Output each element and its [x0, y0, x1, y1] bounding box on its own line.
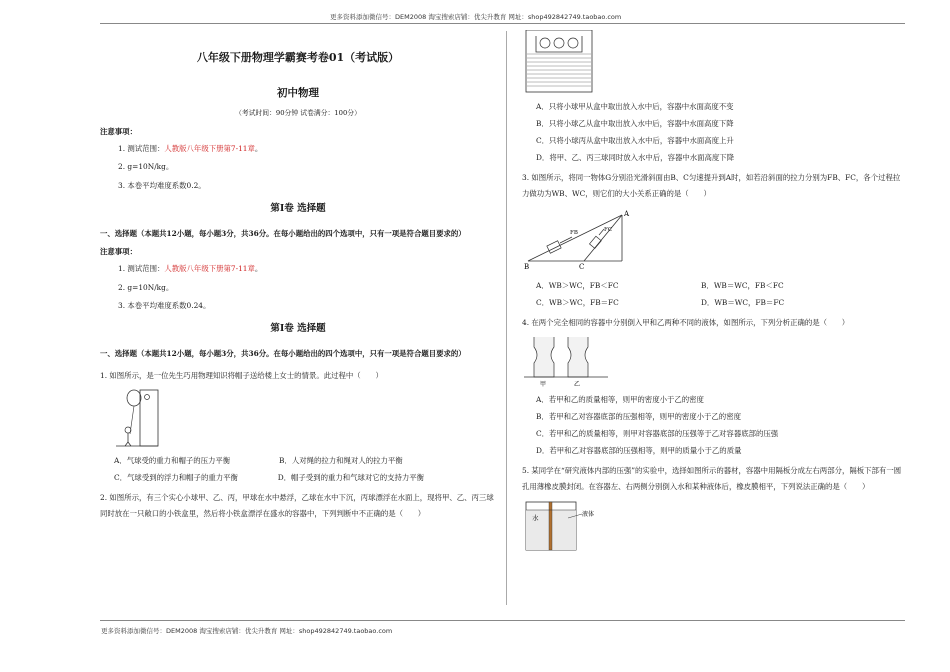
notice-item-prefix: 1. 测试范围： [118, 143, 165, 153]
part-description: 一、选择题（本题共12小题，每小题3分，共36分。在每小题给出的四个选项中，只有一项是符合题目要求的） [100, 228, 466, 238]
right-column [522, 40, 905, 552]
question-4: 4. 在两个完全相同的容器中分别倒入甲和乙两种不同的液体，如图所示，下列分析正确的是（ ） [522, 317, 850, 327]
left-column [100, 40, 496, 526]
notice-item-suffix: 。 [254, 143, 263, 153]
q4-option-b[interactable]: B．若甲和乙对容器底部的压强相等，则甲的密度小于乙的密度 [536, 412, 741, 422]
q5-figure [522, 500, 602, 552]
q1-option-d[interactable]: D．帽子受到的重力和气球对它的支持力平衡 [277, 472, 425, 482]
notice-item [118, 264, 496, 275]
q3-figure [522, 207, 632, 271]
q3-option-b[interactable]: B．WB＝WC，FB＜FC [701, 280, 784, 290]
notice-range: 人教版八年级下册第7-11章 [164, 143, 255, 153]
q2-option-d[interactable]: D．将甲、乙、丙三球同时放入水中后，容器中水面高度下降 [536, 153, 735, 163]
q5-label-water: 水 [532, 513, 539, 522]
header-ad: 更多资料添加微信号：DEM2008 淘宝搜索店铺：优尖升教育 网址：shop492842749.taobao.com [330, 13, 622, 21]
q3-label-a: A [624, 209, 630, 218]
notice-item-suffix: 。 [254, 263, 263, 273]
q1-option-a[interactable]: A．气球受的重力和帽子的压力平衡 [114, 455, 231, 465]
notice-range: 人教版八年级下册第7-11章 [164, 263, 255, 273]
q3-options-row [536, 277, 905, 294]
q2-figure [524, 30, 596, 94]
exam-subtitle: 初中物理 [277, 86, 319, 99]
header-rule [100, 23, 905, 24]
notice-item-prefix: 1. 测试范围： [118, 263, 165, 273]
q3-label-fc: FC [604, 226, 613, 233]
question-5: 5. 某同学在“研究液体内部的压强”的实验中，选择如图所示的器材，容器中用隔板分成左右两部分，隔板下部有一圆孔用薄橡皮膜封闭。在容器左、右两侧分别倒入水和某种液体后，橡皮膜相平，下列说法正确的是（ ） [522, 466, 902, 492]
footer-rule [100, 620, 905, 621]
q3-option-c[interactable]: C．WB＞WC，FB＝FC [536, 297, 619, 307]
q3-options-row [536, 294, 905, 311]
exam-title: 八年级下册物理学霸赛考卷01（考试版） [196, 51, 400, 64]
q4-option-a[interactable]: A．若甲和乙的质量相等，则甲的密度小于乙的密度 [536, 395, 704, 405]
q4-label-yi: 乙 [574, 381, 581, 388]
exam-meta: （考试时间：90分钟 试卷满分：100分） [235, 109, 361, 118]
q5-label-liquid: 液体 [582, 510, 595, 518]
part-description: 一、选择题（本题共12小题，每小题3分，共36分。在每小题给出的四个选项中，只有一项是符合题目要求的） [100, 348, 466, 358]
q3-option-a[interactable]: A．WB＞WC，FB＜FC [536, 280, 619, 290]
q3-label-c: C [579, 262, 585, 271]
q1-options-row [114, 452, 496, 469]
q2-option-b[interactable]: B．只将小球乙从盒中取出放入水中后，容器中水面高度下降 [536, 119, 734, 129]
q1-option-b[interactable]: B．人对绳的拉力和绳对人的拉力平衡 [279, 455, 403, 465]
footer-ad: 更多资料添加微信号：DEM2008 淘宝搜索店铺：优尖升教育 网址：shop492842749.taobao.com [101, 627, 393, 635]
question-1: 1. 如图所示，是一位先生巧用物理知识将帽子送给楼上女士的情景。此过程中（ ） [100, 370, 383, 380]
section-heading: 第Ⅰ卷 选择题 [270, 323, 326, 335]
section-heading: 第Ⅰ卷 选择题 [270, 202, 326, 214]
q2-option-a[interactable]: A．只将小球甲从盒中取出放入水中后，容器中水面高度不变 [536, 102, 734, 111]
notice-item: 2. g=10N/kg。 [118, 282, 174, 292]
notice-title: 注意事项： [100, 127, 137, 136]
notice-item [118, 144, 496, 155]
column-divider [506, 31, 507, 605]
q3-option-d[interactable]: D．WB＝WC，FB＝FC [701, 297, 785, 307]
notice-title: 注意事项： [100, 247, 137, 257]
q4-figure [522, 335, 622, 387]
question-2: 2. 如图所示，有三个实心小球甲、乙、丙，甲球在水中悬浮，乙球在水中下沉，丙球漂浮在水面上，现将甲、乙、丙三球同时放在一只敞口的小铁盒里，然后将小铁盒漂浮在盛水的容器中，下列判断中不正确的是（ ） [100, 492, 494, 519]
q3-label-b: B [524, 262, 530, 271]
q4-label-jia: 甲 [540, 381, 547, 388]
q3-label-fb: FB [570, 229, 578, 236]
notice-item: 3. 本卷平均难度系数0.24。 [118, 301, 211, 311]
question-3: 3. 如图所示，将同一物体G分别沿光滑斜面由B、C匀速提升到A时，如若沿斜面的拉力分别为FB、FC，各个过程拉力做功为WB、WC，则它们的大小关系正确的是（ ） [522, 173, 901, 199]
q1-options-row [114, 469, 496, 486]
q4-option-d[interactable]: D．若甲和乙对容器底部的压强相等，则甲的质量小于乙的质量 [536, 446, 742, 456]
q4-option-c[interactable]: C．若甲和乙的质量相等，则甲对容器底部的压强等于乙对容器底部的压强 [536, 429, 779, 439]
notice-item: 2. g=10N/kg。 [118, 162, 174, 172]
notice-item: 3. 本卷平均难度系数0.2。 [118, 181, 206, 191]
q1-option-c[interactable]: C．气球受到的浮力和帽子的重力平衡 [114, 472, 238, 482]
q1-figure [114, 388, 160, 448]
q2-option-c[interactable]: C．只将小球丙从盒中取出放入水中后，容器中水面高度上升 [536, 136, 734, 146]
